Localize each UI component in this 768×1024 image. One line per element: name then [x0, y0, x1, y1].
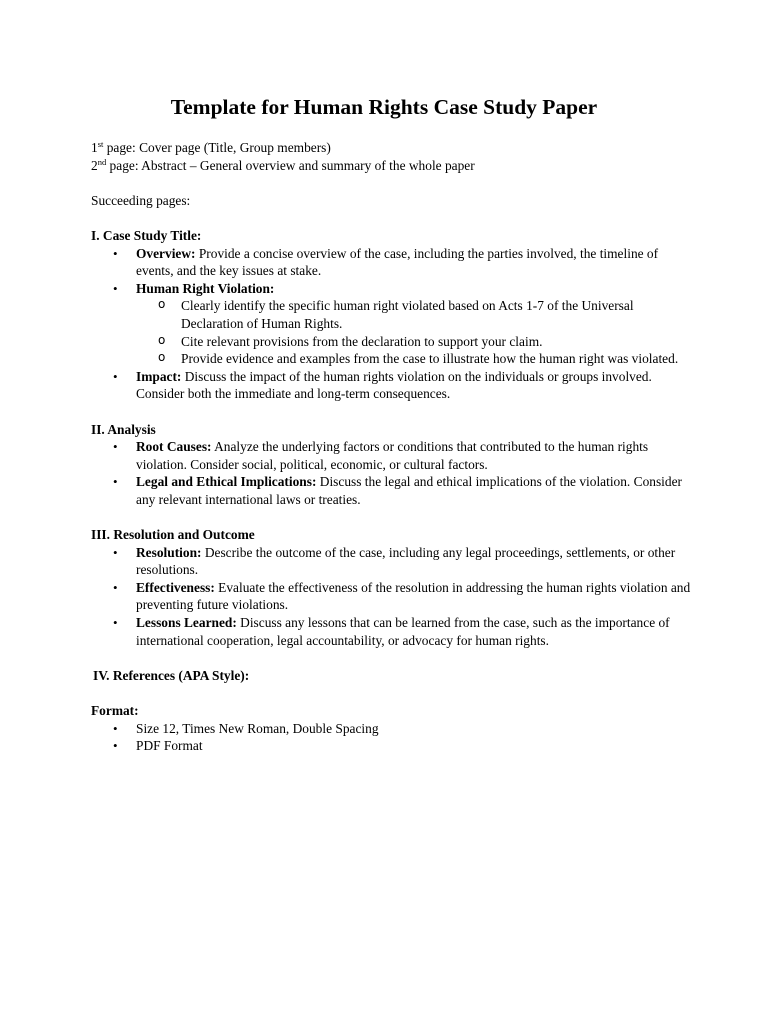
circle-bullet-icon: o: [158, 350, 166, 365]
circle-bullet-icon: o: [158, 297, 166, 312]
list-item: • Root Causes: Analyze the underlying factors or conditions that contributed to the human rights violation. Consider social, political, economic, or cultural factors.: [113, 439, 649, 472]
section-1-list: [91, 245, 691, 403]
bullet-icon: •: [113, 245, 118, 261]
format-heading: Format:: [91, 703, 139, 718]
bullet-icon: •: [113, 474, 118, 490]
bullet-icon: •: [113, 544, 118, 560]
list-item: • Lessons Learned: Discuss any lessons that can be learned from the case, such as the importance of international cooperation, legal accountability, or advocacy for human rights.: [113, 615, 670, 648]
list-item: o Provide evidence and examples from the case to illustrate how the human right was violated.: [158, 350, 679, 367]
bullet-icon: •: [113, 368, 118, 384]
list-item: • Impact: Discuss the impact of the human rights violation on the individuals or groups involved. Consider both the immediate and long-term consequences.: [113, 368, 652, 402]
bullet-icon: •: [113, 738, 118, 754]
list-item: • Overview: Provide a concise overview of the case, including the parties involved, the timeline of events, and the key issues at stake.: [113, 245, 659, 279]
section-4-heading: IV. References (APA Style):: [93, 667, 250, 683]
list-item: • Size 12, Times New Roman, Double Spacing: [113, 720, 379, 736]
intro-line-second-page: 2nd page: Abstract – General overview and summary of the whole paper: [91, 156, 475, 173]
bullet-icon: •: [113, 579, 118, 595]
bullet-icon: •: [113, 615, 118, 631]
section-3-list: [91, 544, 691, 650]
section-2-heading: II. Analysis: [91, 421, 156, 437]
format-list: [91, 720, 691, 755]
list-item: • Legal and Ethical Implications: Discuss the legal and ethical implications of the violation. Consider any relevant international laws or treaties.: [113, 474, 682, 507]
list-item: • PDF Format: [113, 738, 203, 754]
succeeding-pages-label: Succeeding pages:: [91, 192, 191, 208]
bullet-icon: •: [113, 280, 118, 296]
page-title: Template for Human Rights Case Study Paper: [170, 95, 598, 119]
section-3-heading: III. Resolution and Outcome: [91, 527, 255, 543]
bullet-icon: •: [113, 720, 118, 736]
section-2-list: [91, 438, 691, 508]
list-item: • Resolution: Describe the outcome of the case, including any legal proceedings, settlements, or other resolutions.: [113, 544, 676, 578]
document-body: [91, 139, 691, 755]
intro-line-first-page: 1st page: Cover page (Title, Group members): [91, 139, 331, 155]
circle-bullet-icon: o: [158, 332, 166, 347]
list-item: o Cite relevant provisions from the declaration to support your claim.: [158, 332, 543, 349]
list-item: o Clearly identify the specific human right violated based on Acts 1-7 of the Universal Declaration of Human Rights.: [158, 297, 634, 331]
violation-sublist: [136, 297, 691, 367]
section-1-heading: I. Case Study Title:: [91, 227, 202, 243]
bullet-icon: •: [113, 439, 118, 455]
list-item: • Effectiveness: Evaluate the effectiveness of the resolution in addressing the human rights violation and preventing future violations.: [113, 579, 691, 613]
list-item: • Human Right Violation: o Clearly identify the specific human right violated based on Acts 1-7 of the Universal Declaration of Human Rights. o Cite relevant provisions from the declaration to support your claim. o Provide evidence and examples from the case to illustrate how the human right was violated.: [91, 280, 691, 368]
